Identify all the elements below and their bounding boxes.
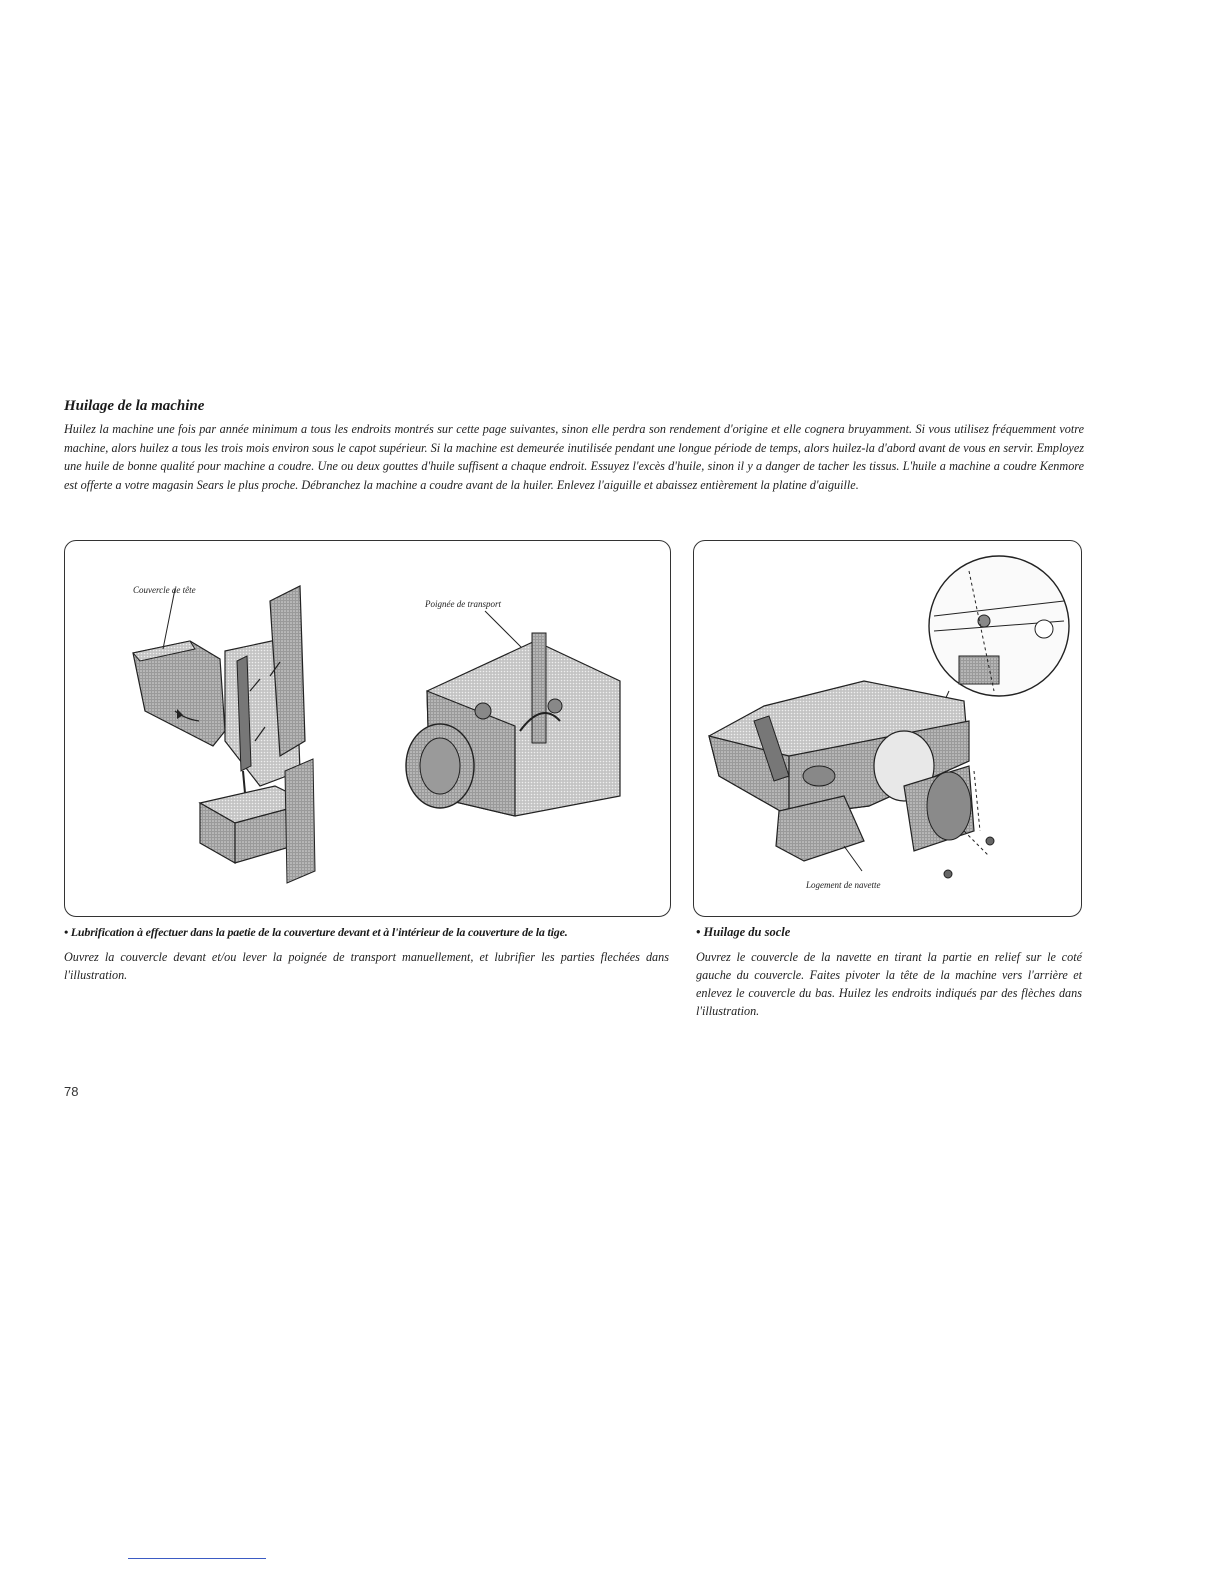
label-head-cover: Couvercle de tête (133, 585, 196, 595)
machine-head-drawing (225, 586, 305, 793)
body-text-left: Ouvrez la couvercle devant et/ou lever la poignée de transport manuellement, et lubrifier les parties flechées dans l'illustration. (64, 950, 669, 982)
body-text-right: Ouvrez le couvercle de la navette en tirant la partie en relief sur le coté gauche du couvercle. Faites pivoter la tête de la machine vers l'arrière et enlevez le couvercle du bas. Huilez les endroits indiqués par des flèches dans l'illustration. (696, 950, 1082, 1018)
carrying-handle-drawing (406, 611, 620, 816)
intro-paragraph: Huilez la machine une fois par année minimum a tous les endroits montrés sur cette page suivantes, sinon elle perdra son rendement d'origine et elle cognera bruyamment. Si vous utilisez fréquemment votre machine, alors huilez a tous les trois mois environ sous le capot supérieur. Si la machine est demeurée inutilisée pendant une longue période de temps, alors huilez-la d'abord avant de vous en servir. Employez une huile de bonne qualité pour machine a coudre. Une ou deux gouttes d'huile suffisent a chaque endroit. Essuyez l'excès d'huile, sinon il y a danger de tacher les tissus. L'huile a machine a coudre Kenmore est offerte a votre magasin Sears le plus proche. Débranchez la machine a coudre avant de la huiler. Enlevez l'aiguille et abaissez entièrement la platine d'aiguille. (64, 422, 1084, 492)
page-number: 78 (64, 1084, 79, 1099)
machine-head-illustration (65, 541, 670, 916)
figure-panel-left (64, 540, 671, 917)
section-title: Huilage de la machine (64, 398, 205, 414)
caption-huilage-socle: • Huilage du socle (696, 925, 791, 939)
figure-panel-right (693, 540, 1082, 917)
label-carrying-handle: Poignée de transport (425, 599, 501, 609)
machine-base-illustration (694, 541, 1081, 916)
label-shuttle-housing: Logement de navette (806, 880, 881, 890)
caption-lubrification: • Lubrification à effectuer dans la paetie de la couverture devant et à l'intérieur de la couverture de la tige. (64, 925, 568, 939)
head-cover-drawing (133, 589, 225, 746)
machine-body-drawing (709, 681, 994, 878)
footer-rule (128, 1558, 266, 1559)
